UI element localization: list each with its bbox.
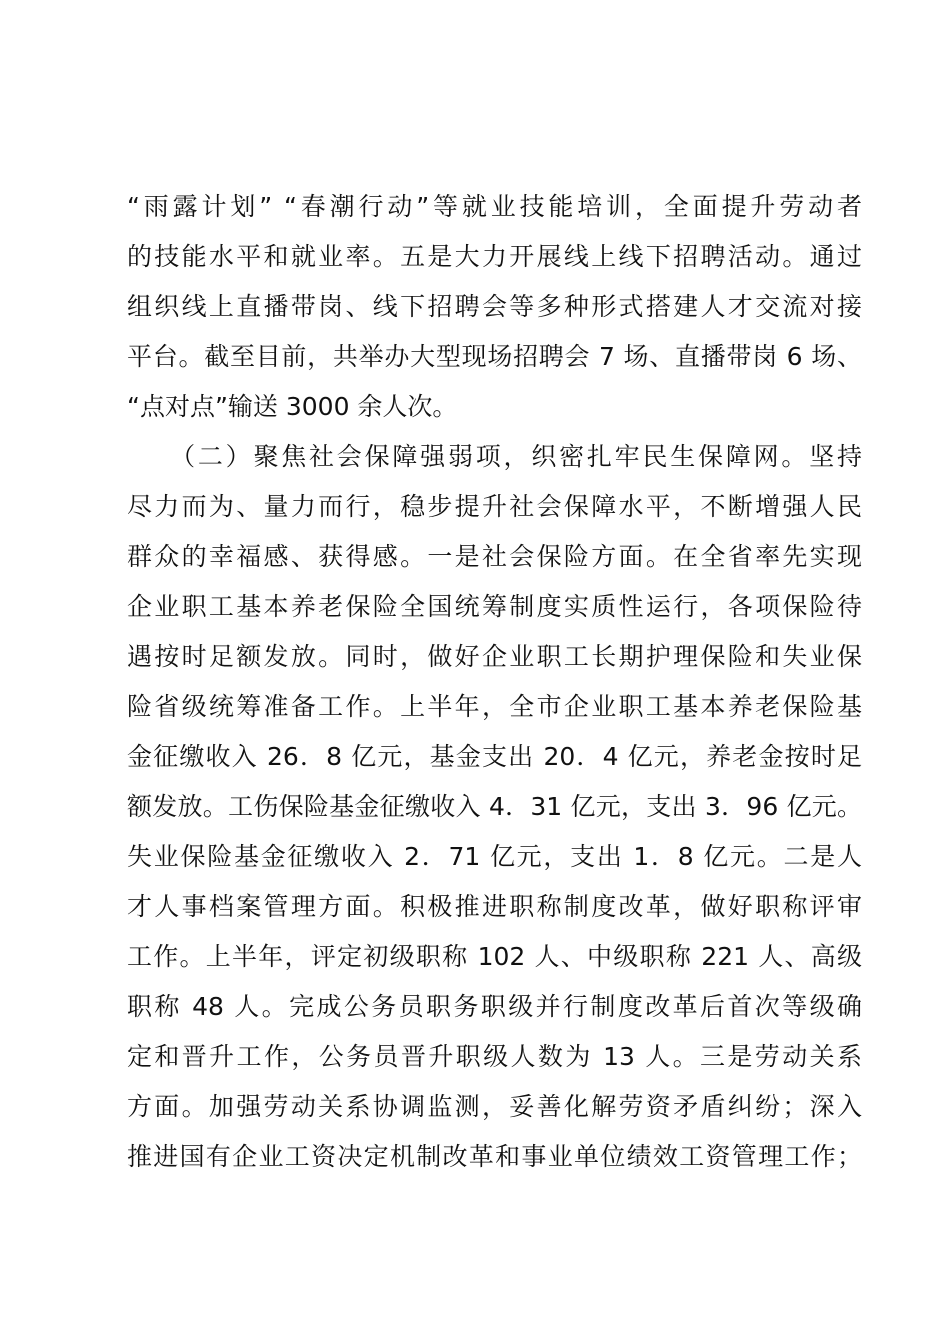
text-line: 工作。上半年，评定初级职称 102 人、中级职称 221 人、高级 — [127, 942, 862, 971]
text-line: 的技能水平和就业率。五是大力开展线上线下招聘活动。通过 — [127, 242, 862, 271]
text-line: 平台。截至目前，共举办大型现场招聘会 7 场、直播带岗 6 场、 — [127, 342, 862, 371]
text-line: 遇按时足额发放。同时，做好企业职工长期护理保险和失业保 — [127, 642, 862, 671]
text-line: 群众的幸福感、获得感。一是社会保险方面。在全省率先实现 — [127, 542, 862, 571]
text-line: 尽力而为、量力而行，稳步提升社会保障水平，不断增强人民 — [127, 492, 862, 521]
text-line: 方面。加强劳动关系协调监测，妥善化解劳资矛盾纠纷；深入 — [127, 1092, 862, 1121]
text-line: 职称 48 人。完成公务员职务职级并行制度改革后首次等级确 — [127, 992, 862, 1021]
text-line: 定和晋升工作，公务员晋升职级人数为 13 人。三是劳动关系 — [127, 1042, 862, 1071]
text-line: “点对点”输送 3000 余人次。 — [127, 392, 458, 421]
text-line: 企业职工基本养老保险全国统筹制度实质性运行，各项保险待 — [127, 592, 862, 621]
text-line: 额发放。工伤保险基金征缴收入 4．31 亿元，支出 3．96 亿元。 — [127, 792, 862, 821]
text-line: （二）聚焦社会保障强弱项，织密扎牢民生保障网。坚持 — [127, 442, 862, 471]
document-body — [127, 182, 862, 1182]
text-line: 失业保险基金征缴收入 2．71 亿元，支出 1．8 亿元。二是人 — [127, 842, 862, 871]
text-line: 险省级统筹准备工作。上半年，全市企业职工基本养老保险基 — [127, 692, 862, 721]
text-line: “雨露计划” “春潮行动”等就业技能培训，全面提升劳动者 — [127, 192, 862, 221]
text-line: 才人事档案管理方面。积极推进职称制度改革，做好职称评审 — [127, 892, 862, 921]
text-line: 金征缴收入 26．8 亿元，基金支出 20．4 亿元，养老金按时足 — [127, 742, 862, 771]
text-line: 组织线上直播带岗、线下招聘会等多种形式搭建人才交流对接 — [127, 292, 862, 321]
text-line: 推进国有企业工资决定机制改革和事业单位绩效工资管理工作； — [127, 1142, 862, 1171]
